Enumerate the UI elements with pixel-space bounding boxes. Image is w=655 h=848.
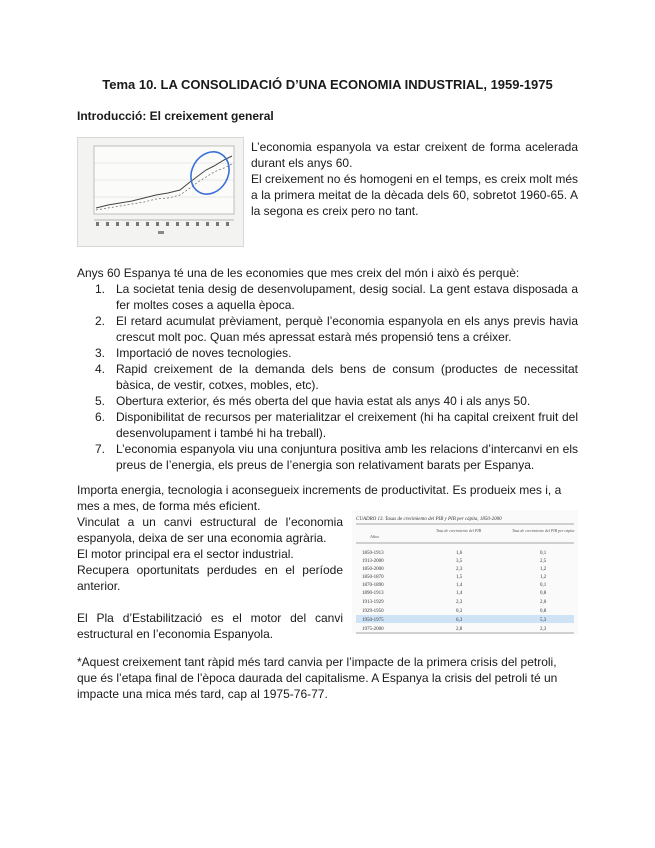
growth-chart-image: [77, 137, 244, 247]
lower-line-2: El motor principal era el sector industrial.: [77, 547, 294, 561]
table-cell: 1850-1870: [362, 575, 384, 580]
table-cell: 0,8: [540, 609, 547, 614]
list-item: [77, 361, 578, 393]
table-cell: 1929-1950: [362, 609, 384, 614]
table-cell: 1913-2000: [362, 559, 384, 564]
table-cell: 2,8: [456, 627, 463, 632]
list-item: [77, 393, 578, 409]
list-number: 5.: [95, 394, 106, 408]
reasons-section: [77, 265, 578, 473]
list-text: Importació de noves tecnologies.: [116, 346, 292, 360]
list-text: El retard acumulat prèviament, perquè l’economia espanyola en els anys previs havia crescut molt poc. Quan més apressat estarà més propensió tens a créixer.: [116, 314, 578, 344]
table-cell: 1950-1975: [362, 618, 384, 623]
table-cell: 5,3: [540, 618, 547, 623]
structural-change-text: [77, 514, 343, 642]
lower-line-1: Vinculat a un canvi estructural de l’economia espanyola, deixa de ser una economia agrària.: [77, 515, 343, 545]
table-cell: 1850-2000: [362, 567, 384, 572]
table-cell: 0,8: [540, 591, 547, 596]
table-cell: 2,3: [540, 627, 547, 632]
list-item: [77, 441, 578, 473]
list-intro: Anys 60 Espanya té una de les economies que mes creix del món i això és perquè:: [77, 266, 520, 280]
table-cell: 1,2: [540, 567, 547, 572]
table-cell: 1870-1890: [362, 583, 384, 588]
list-number: 6.: [95, 410, 106, 424]
table-header-gdp-pc: Tasa de crecimiento del PIB per cápita: [512, 528, 575, 533]
table-cell: 0,3: [456, 609, 463, 614]
table-cell: 0,1: [540, 551, 547, 556]
table-cell: 1890-1913: [362, 591, 384, 596]
list-item: [77, 409, 578, 441]
list-text: Disponibilitat de recursos per materialitzar el creixement (hi ha capital creixent fruit del desenvolupament i també hi ha treball).: [116, 410, 578, 440]
table-cell: 1850-1913: [362, 551, 384, 556]
table-cell: 2,3: [456, 567, 463, 572]
list-item: [77, 281, 578, 313]
list-text: Rapid creixement de la demanda dels bens de consum (productes de necessitat bàsica, de vestir, cotxes, mobles, etc).: [116, 362, 578, 392]
table-cell: 6,3: [456, 618, 463, 623]
table-cell: 2,5: [540, 559, 547, 564]
intro-para-2: El creixement no és homogeni en el temps, es creix molt més a la primera meitat de la dècada dels 60, sobretot 1960-65. A la segona es creix pero no tant.: [251, 172, 578, 218]
list-text: La societat tenia desig de desenvolupament, desig social. La gent estava disposada a fer moltes coses a aquella època.: [116, 282, 578, 312]
list-text: L’economia espanyola viu una conjuntura positiva amb les relacions d’intercanvi en els preus de l’energia, els preus de l’energia son relativament barats per Espanya.: [116, 442, 578, 472]
growth-table-graphic: [352, 510, 578, 634]
table-cell: 1,5: [456, 575, 463, 580]
list-number: 4.: [95, 362, 106, 376]
import-paragraph: Importa energia, tecnologia i aconsegueix increments de productivitat. Es produeix mes i, a mes a mes, de forma més eficient.: [77, 483, 562, 513]
table-header-gdp: Tasa de crecimiento del PIB: [436, 528, 482, 533]
table-cell: 1,6: [456, 551, 463, 556]
table-cell: 1,2: [540, 575, 547, 580]
table-cell: 0,1: [540, 583, 547, 588]
list-item: [77, 345, 578, 361]
list-item: [77, 313, 578, 345]
intro-heading: Introducció: El creixement general: [77, 109, 274, 123]
table-cell: 1913-1929: [362, 600, 384, 605]
page-title: Tema 10. LA CONSOLIDACIÓ D’UNA ECONOMIA INDUSTRIAL, 1959-1975: [102, 77, 553, 92]
list-number: 3.: [95, 346, 106, 360]
list-number: 7.: [95, 442, 106, 456]
lower-line-3: Recupera oportunitats perdudes en el període anterior.: [77, 563, 343, 593]
growth-chart-graphic: [78, 138, 243, 246]
table-header-years: Años: [370, 534, 379, 539]
table-cell: 1,4: [456, 583, 463, 588]
intro-para-1: L’economia espanyola va estar creixent de forma acelerada durant els anys 60.: [251, 140, 578, 170]
table-cell: 1,4: [456, 591, 463, 596]
list-number: 2.: [95, 314, 106, 328]
table-cell: 1975-2000: [362, 627, 384, 632]
table-caption: CUADRO 13. Tasas de crecimiento del PIB y PIB per cápita, 1850-2000: [356, 517, 502, 522]
reasons-list: [77, 281, 578, 473]
list-number: 1.: [95, 282, 106, 296]
table-cell: 2,0: [540, 600, 547, 605]
footnote: *Aquest creixement tant ràpid més tard canvia per l’impacte de la primera crisis del petroli, que és l’etapa final de l’època daurada del capitalisme. A Espanya la crisis del petroli té un impacte una mica més tard, cap al 1975-76-77.: [77, 655, 558, 701]
list-text: Obertura exterior, és més oberta del que havia estat als anys 40 i als anys 50.: [116, 394, 531, 408]
intro-paragraphs: [251, 139, 578, 219]
table-cell: 2,3: [456, 600, 463, 605]
pla-paragraph: El Pla d’Estabilització es el motor del canvi estructural en l’economia Espanyola.: [77, 611, 343, 641]
growth-table-image: [352, 510, 578, 634]
table-cell: 3,5: [456, 559, 463, 564]
